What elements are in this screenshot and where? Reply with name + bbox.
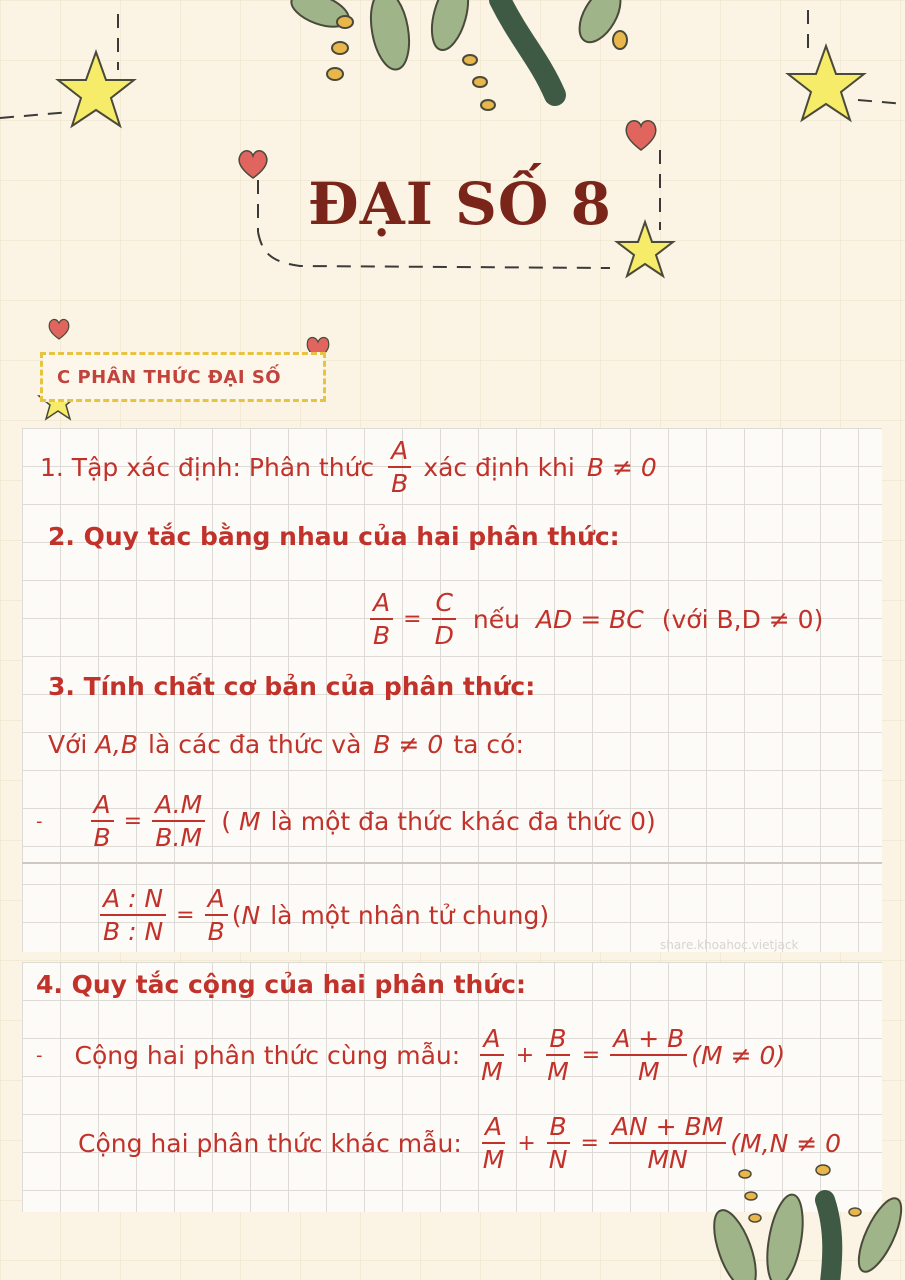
numerator: AN + BM xyxy=(609,1113,726,1145)
note-var: M xyxy=(238,806,261,836)
fraction xyxy=(478,1025,506,1086)
heart-icon xyxy=(46,316,72,342)
note-var: N xyxy=(241,900,261,930)
fraction xyxy=(370,589,393,650)
property-1-note: là một đa thức khác đa thức 0) xyxy=(270,806,656,836)
item-3-heading: 3. Tính chất cơ bản của phân thức: xyxy=(48,672,536,701)
denominator: M xyxy=(481,1057,503,1086)
rule-text: Cộng hai phân thức khác mẫu: xyxy=(78,1128,462,1158)
denominator: M xyxy=(482,1145,505,1174)
plus-sign: + xyxy=(515,1042,535,1068)
bullet-dash: - xyxy=(36,810,43,832)
fraction xyxy=(480,1113,508,1174)
property-1 xyxy=(36,786,656,856)
numerator: A : N xyxy=(100,885,166,917)
sum-same-denominator xyxy=(36,1020,785,1090)
denominator: B xyxy=(93,823,111,852)
page-title: ĐẠI SỐ 8 xyxy=(308,170,612,238)
divider xyxy=(22,862,882,864)
equals-sign: = xyxy=(176,902,195,928)
intro-text: là các đa thức và xyxy=(148,730,362,759)
section-badge: C PHÂN THỨC ĐẠI SỐ xyxy=(40,352,326,402)
note-paren: ( xyxy=(231,900,242,930)
property-2-note: là một nhân tử chung) xyxy=(270,900,550,930)
item-1-label: 1. Tập xác định: Phân thức xyxy=(40,452,375,482)
numerator: A + B xyxy=(610,1025,687,1057)
denominator: M xyxy=(637,1057,660,1086)
dashed-frame xyxy=(0,0,905,300)
numerator: A xyxy=(482,1113,505,1145)
equals-sign: = xyxy=(123,808,143,834)
fraction xyxy=(100,885,166,946)
intro-text: ta có: xyxy=(453,730,524,759)
item-3-intro xyxy=(48,730,524,759)
fraction xyxy=(544,1025,572,1086)
denominator: B xyxy=(391,469,409,498)
condition: (M,N ≠ 0 xyxy=(730,1128,842,1158)
fraction xyxy=(388,437,411,498)
denominator: B.M xyxy=(155,823,202,852)
denominator: B xyxy=(373,621,391,650)
equals-sign: = xyxy=(403,606,422,632)
denominator: M xyxy=(547,1057,569,1086)
item-2-formula xyxy=(366,584,823,654)
watermark: share.khoahoc.vietjack xyxy=(660,938,799,952)
numerator: B xyxy=(547,1113,570,1145)
item-2-condition: AD = BC xyxy=(535,604,644,634)
equals-sign: = xyxy=(581,1042,601,1068)
denominator: B : N xyxy=(103,917,164,946)
plus-sign: + xyxy=(517,1130,536,1156)
fraction xyxy=(610,1025,687,1086)
fraction xyxy=(91,791,114,852)
item-1-mid: xác định khi xyxy=(423,452,575,482)
item-2-note: (với B,D ≠ 0) xyxy=(661,604,824,634)
fraction xyxy=(546,1113,571,1174)
numerator: A xyxy=(91,791,114,823)
fraction xyxy=(152,791,205,852)
fraction xyxy=(432,589,457,650)
if-word: nếu xyxy=(472,604,520,634)
numerator: A xyxy=(370,589,393,621)
denominator: MN xyxy=(647,1145,688,1174)
fraction xyxy=(205,885,228,946)
numerator: A xyxy=(388,437,411,469)
item-1-condition: B ≠ 0 xyxy=(586,452,657,482)
numerator: A xyxy=(480,1025,503,1057)
denominator: D xyxy=(434,621,454,650)
denominator: B xyxy=(207,917,225,946)
numerator: A xyxy=(205,885,228,917)
equals-sign: = xyxy=(580,1130,599,1156)
condition: (M ≠ 0) xyxy=(691,1040,786,1070)
intro-condition: B ≠ 0 xyxy=(373,730,444,759)
intro-vars: A,B xyxy=(95,730,139,759)
numerator: C xyxy=(432,589,455,621)
item-2-heading: 2. Quy tắc bằng nhau của hai phân thức: xyxy=(48,522,620,551)
rule-text: Cộng hai phân thức cùng mẫu: xyxy=(74,1040,461,1070)
intro-text: Với xyxy=(48,730,88,759)
note-paren: ( xyxy=(221,806,231,836)
bullet-dash: - xyxy=(36,1044,43,1066)
property-2 xyxy=(96,880,549,950)
numerator: B xyxy=(546,1025,569,1057)
leaf-icon xyxy=(705,1160,905,1280)
denominator: N xyxy=(548,1145,568,1174)
item-4-heading: 4. Quy tắc cộng của hai phân thức: xyxy=(36,970,526,999)
item-1 xyxy=(40,435,657,498)
numerator: A.M xyxy=(152,791,205,823)
